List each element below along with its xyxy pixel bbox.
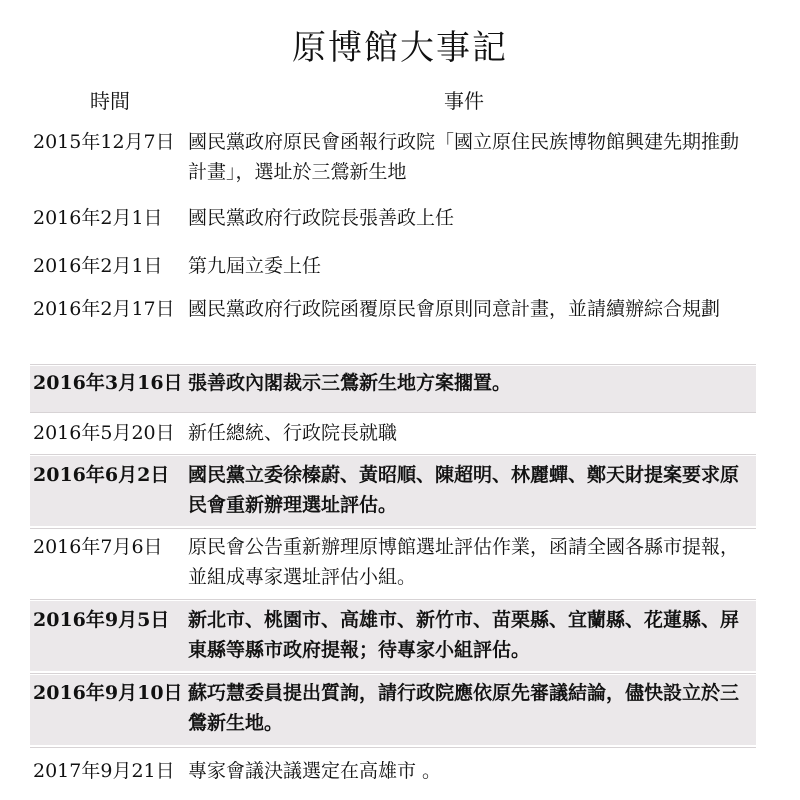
column-header-time: 時間	[90, 89, 130, 113]
row-event: 第九屆立委上任	[188, 255, 322, 277]
row-date: 2016年2月17日	[33, 298, 175, 320]
row-divider	[30, 673, 756, 674]
row-event: 專家會議決議選定在高雄市 。	[188, 760, 442, 782]
row-date: 2016年7月6日	[33, 536, 163, 558]
timeline-row	[30, 601, 756, 671]
row-event: 國民黨政府行政院長張善政上任	[188, 207, 455, 229]
timeline-row	[30, 366, 756, 412]
row-divider	[30, 412, 756, 413]
row-date: 2016年3月16日	[33, 372, 183, 394]
row-event: 張善政內閣裁示三鶯新生地方案擱置。	[188, 372, 512, 394]
row-divider	[30, 747, 756, 748]
timeline-row	[30, 456, 756, 526]
row-date: 2017年9月21日	[33, 760, 175, 782]
page-title: 原博館大事記	[292, 28, 508, 68]
row-divider	[30, 364, 756, 365]
timeline-row	[30, 127, 756, 189]
timeline-row	[30, 418, 756, 450]
row-date: 2016年6月2日	[33, 464, 170, 486]
row-date: 2016年9月5日	[33, 609, 170, 631]
row-event: 新任總統、行政院長就職	[188, 422, 398, 444]
row-date: 2016年2月1日	[33, 207, 163, 229]
row-event: 新北市、桃園市、高雄市、新竹市、苗栗縣、宜蘭縣、花蓮縣、屏東縣等縣市政府提報；待專家小組評估。	[188, 609, 740, 661]
row-divider	[30, 528, 756, 529]
row-date: 2015年12月7日	[33, 131, 175, 153]
row-event: 蘇巧慧委員提出質詢，請行政院應依原先審議結論，儘快設立於三鶯新生地。	[188, 682, 740, 734]
timeline-row	[30, 251, 756, 283]
row-divider	[30, 454, 756, 455]
row-event: 國民黨政府行政院函覆原民會原則同意計畫，並請續辦綜合規劃	[188, 298, 721, 320]
row-divider	[30, 599, 756, 600]
timeline-row	[30, 294, 756, 356]
timeline-row	[30, 675, 756, 745]
row-event: 國民黨政府原民會函報行政院「國立原住民族博物館興建先期推動計畫」，選址於三鶯新生地	[188, 131, 740, 183]
row-event: 國民黨立委徐榛蔚、黃昭順、陳超明、林麗蟬、鄭天財提案要求原民會重新辦理選址評估。	[188, 464, 740, 516]
row-date: 2016年2月1日	[33, 255, 163, 277]
timeline-row	[30, 532, 756, 594]
row-date: 2016年5月20日	[33, 422, 175, 444]
timeline-row	[30, 203, 756, 235]
timeline-row	[30, 756, 756, 788]
row-date: 2016年9月10日	[33, 682, 183, 704]
row-event: 原民會公告重新辦理原博館選址評估作業，函請全國各縣市提報，並組成專家選址評估小組。	[188, 536, 740, 588]
column-header-event: 事件	[444, 89, 484, 113]
